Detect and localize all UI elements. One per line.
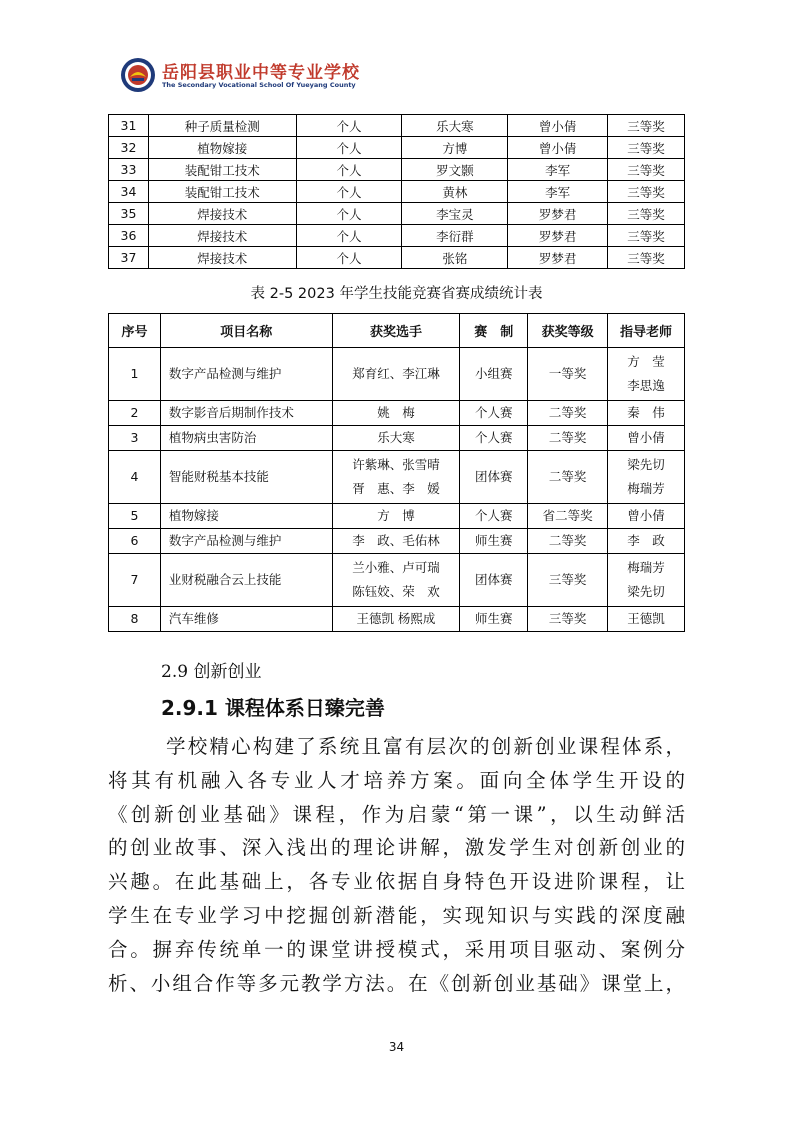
cell-level: 二等奖 bbox=[528, 401, 608, 426]
table-cell: 焊接技术 bbox=[148, 225, 296, 247]
table-row bbox=[109, 529, 685, 554]
table-row bbox=[109, 426, 685, 451]
header-teachers: 指导老师 bbox=[608, 314, 685, 348]
cell-level: 二等奖 bbox=[528, 451, 608, 504]
section-heading: 2.9 创新创业 bbox=[161, 662, 262, 682]
cell-teachers-line: 秦 伟 bbox=[627, 405, 665, 420]
paragraph-line: 兴趣。在此基础上，各专业依据自身特色开设进阶课程，让 bbox=[108, 870, 685, 894]
table-caption: 表 2-5 2023 年学生技能竞赛省赛成绩统计表 bbox=[250, 286, 543, 302]
school-emblem-icon bbox=[120, 57, 156, 93]
cell-players bbox=[332, 504, 460, 529]
cell-players-line: 王德凯 杨熙成 bbox=[356, 611, 436, 626]
table-cell: 35 bbox=[109, 203, 149, 225]
school-header bbox=[120, 55, 420, 95]
table-row bbox=[109, 401, 685, 426]
table-cell: 个人 bbox=[296, 247, 402, 269]
table-row bbox=[109, 247, 685, 269]
cell-project: 植物病虫害防治 bbox=[160, 426, 332, 451]
cell-teachers bbox=[608, 401, 685, 426]
header-players: 获奖选手 bbox=[332, 314, 460, 348]
table-row bbox=[109, 225, 685, 247]
cell-teachers bbox=[608, 348, 685, 401]
cell-no: 4 bbox=[109, 451, 161, 504]
table-cell: 李宝灵 bbox=[402, 203, 508, 225]
cell-no: 3 bbox=[109, 426, 161, 451]
cell-project: 智能财税基本技能 bbox=[160, 451, 332, 504]
cell-format: 团体赛 bbox=[460, 451, 528, 504]
table-cell: 罗梦君 bbox=[508, 247, 608, 269]
table-cell: 焊接技术 bbox=[148, 203, 296, 225]
cell-level: 一等奖 bbox=[528, 348, 608, 401]
table-cell: 种子质量检测 bbox=[148, 115, 296, 137]
table-cell: 方博 bbox=[402, 137, 508, 159]
cell-no: 8 bbox=[109, 607, 161, 632]
cell-teachers-line: 曾小倩 bbox=[627, 430, 665, 445]
cell-no: 2 bbox=[109, 401, 161, 426]
table-row bbox=[109, 203, 685, 225]
cell-players-line: 姚 梅 bbox=[377, 405, 415, 420]
cell-teachers-line: 梁先切 bbox=[627, 584, 665, 599]
table-cell: 罗文颢 bbox=[402, 159, 508, 181]
paragraph-line: 合。摒弃传统单一的课堂讲授模式，采用项目驱动、案例分 bbox=[108, 937, 685, 961]
table-row bbox=[109, 115, 685, 137]
table-cell: 31 bbox=[109, 115, 149, 137]
cell-no: 7 bbox=[109, 554, 161, 607]
table-cell: 装配钳工技术 bbox=[148, 159, 296, 181]
cell-players-line: 乐大寒 bbox=[377, 430, 415, 445]
cell-project: 汽车维修 bbox=[160, 607, 332, 632]
table-row bbox=[109, 607, 685, 632]
table-cell: 三等奖 bbox=[608, 137, 685, 159]
table-cell: 曾小倩 bbox=[508, 115, 608, 137]
page-number: 34 bbox=[388, 1040, 405, 1054]
cell-format: 师生赛 bbox=[460, 607, 528, 632]
cell-players bbox=[332, 607, 460, 632]
cell-players-line: 胥 惠、李 媛 bbox=[352, 481, 440, 496]
cell-teachers bbox=[608, 426, 685, 451]
cell-teachers-line: 李思逸 bbox=[627, 378, 665, 393]
table-row bbox=[109, 451, 685, 504]
table-cell: 36 bbox=[109, 225, 149, 247]
cell-no: 6 bbox=[109, 529, 161, 554]
cell-format: 个人赛 bbox=[460, 401, 528, 426]
table-cell: 罗梦君 bbox=[508, 203, 608, 225]
table-cell: 三等奖 bbox=[608, 203, 685, 225]
cell-players-line: 李 政、毛佑林 bbox=[352, 533, 440, 548]
table-cell: 个人 bbox=[296, 137, 402, 159]
table-cell: 个人 bbox=[296, 225, 402, 247]
provincial-table-body bbox=[109, 348, 685, 632]
table-cell: 37 bbox=[109, 247, 149, 269]
header-project: 项目名称 bbox=[160, 314, 332, 348]
cell-players-line: 郑育红、李江琳 bbox=[352, 366, 440, 381]
table-cell: 乐大寒 bbox=[402, 115, 508, 137]
cell-level: 三等奖 bbox=[528, 607, 608, 632]
table-cell: 黄林 bbox=[402, 181, 508, 203]
table-cell: 三等奖 bbox=[608, 159, 685, 181]
cell-project: 植物嫁接 bbox=[160, 504, 332, 529]
table-cell: 张铭 bbox=[402, 247, 508, 269]
award-table-body bbox=[109, 115, 685, 269]
table-cell: 三等奖 bbox=[608, 247, 685, 269]
table-cell: 三等奖 bbox=[608, 225, 685, 247]
paragraph-line: 学生在专业学习中挖掘创新潜能，实现知识与实践的深度融 bbox=[108, 903, 685, 927]
table-cell: 三等奖 bbox=[608, 115, 685, 137]
cell-no: 1 bbox=[109, 348, 161, 401]
cell-project: 数字产品检测与维护 bbox=[160, 529, 332, 554]
cell-project: 数字产品检测与维护 bbox=[160, 348, 332, 401]
body-paragraph bbox=[108, 730, 685, 1000]
cell-teachers-line: 方 莹 bbox=[627, 354, 665, 369]
cell-format: 小组赛 bbox=[460, 348, 528, 401]
paragraph-line: 将其有机融入各专业人才培养方案。面向全体学生开设的 bbox=[108, 768, 685, 792]
award-table-continued bbox=[108, 114, 685, 269]
cell-project: 业财税融合云上技能 bbox=[160, 554, 332, 607]
cell-teachers-line: 梅瑞芳 bbox=[627, 560, 665, 575]
cell-teachers-line: 李 政 bbox=[627, 533, 665, 548]
paragraph-line: 学校精心构建了系统且富有层次的创新创业课程体系， bbox=[166, 735, 685, 758]
cell-players bbox=[332, 451, 460, 504]
cell-level: 省二等奖 bbox=[528, 504, 608, 529]
cell-players bbox=[332, 401, 460, 426]
cell-format: 师生赛 bbox=[460, 529, 528, 554]
cell-teachers bbox=[608, 504, 685, 529]
cell-level: 二等奖 bbox=[528, 426, 608, 451]
cell-level: 二等奖 bbox=[528, 529, 608, 554]
cell-players-line: 许紫琳、张雪晴 bbox=[352, 457, 440, 472]
table-cell: 李衍群 bbox=[402, 225, 508, 247]
table-cell: 曾小倩 bbox=[508, 137, 608, 159]
cell-players-line: 兰小雅、卢可瑞 bbox=[352, 560, 440, 575]
table-row bbox=[109, 554, 685, 607]
table-row bbox=[109, 504, 685, 529]
cell-format: 个人赛 bbox=[460, 504, 528, 529]
school-name-english: The Secondary Vocational School Of Yueyang County bbox=[162, 81, 356, 89]
cell-teachers bbox=[608, 554, 685, 607]
table-header-row bbox=[109, 314, 685, 348]
table-cell: 李军 bbox=[508, 181, 608, 203]
cell-players bbox=[332, 348, 460, 401]
table-cell: 个人 bbox=[296, 115, 402, 137]
cell-format: 团体赛 bbox=[460, 554, 528, 607]
table-cell: 个人 bbox=[296, 203, 402, 225]
table-cell: 装配钳工技术 bbox=[148, 181, 296, 203]
provincial-competition-table bbox=[108, 313, 685, 632]
cell-players bbox=[332, 529, 460, 554]
paragraph-line: 《创新创业基础》课程，作为启蒙“第一课”，以生动鲜活 bbox=[108, 802, 685, 826]
cell-teachers-line: 梁先切 bbox=[627, 457, 665, 472]
cell-format: 个人赛 bbox=[460, 426, 528, 451]
table-cell: 三等奖 bbox=[608, 181, 685, 203]
cell-project: 数字影音后期制作技术 bbox=[160, 401, 332, 426]
table-cell: 34 bbox=[109, 181, 149, 203]
paragraph-line: 的创业故事、深入浅出的理论讲解，激发学生对创新创业的 bbox=[108, 836, 685, 860]
cell-teachers bbox=[608, 607, 685, 632]
table-row bbox=[109, 348, 685, 401]
cell-players-line: 方 博 bbox=[377, 508, 415, 523]
paragraph-line: 析、小组合作等多元教学方法。在《创新创业基础》课堂上， bbox=[108, 971, 685, 995]
subsection-heading: 2.9.1 课程体系日臻完善 bbox=[161, 696, 385, 720]
table-row bbox=[109, 181, 685, 203]
table-cell: 李军 bbox=[508, 159, 608, 181]
table-cell: 焊接技术 bbox=[148, 247, 296, 269]
cell-no: 5 bbox=[109, 504, 161, 529]
header-format: 赛 制 bbox=[460, 314, 528, 348]
header-level: 获奖等级 bbox=[528, 314, 608, 348]
cell-players-line: 陈钰姣、荣 欢 bbox=[352, 584, 440, 599]
cell-players bbox=[332, 426, 460, 451]
table-cell: 32 bbox=[109, 137, 149, 159]
table-cell: 植物嫁接 bbox=[148, 137, 296, 159]
table-cell: 罗梦君 bbox=[508, 225, 608, 247]
cell-teachers-line: 梅瑞芳 bbox=[627, 481, 665, 496]
cell-teachers bbox=[608, 529, 685, 554]
table-row bbox=[109, 137, 685, 159]
cell-teachers bbox=[608, 451, 685, 504]
table-row bbox=[109, 159, 685, 181]
cell-teachers-line: 曾小倩 bbox=[627, 508, 665, 523]
table-cell: 33 bbox=[109, 159, 149, 181]
table-cell: 个人 bbox=[296, 181, 402, 203]
cell-players bbox=[332, 554, 460, 607]
table-cell: 个人 bbox=[296, 159, 402, 181]
cell-teachers-line: 王德凯 bbox=[627, 611, 665, 626]
header-no: 序号 bbox=[109, 314, 161, 348]
school-name: 岳阳县职业中等专业学校 bbox=[162, 63, 360, 83]
cell-level: 三等奖 bbox=[528, 554, 608, 607]
